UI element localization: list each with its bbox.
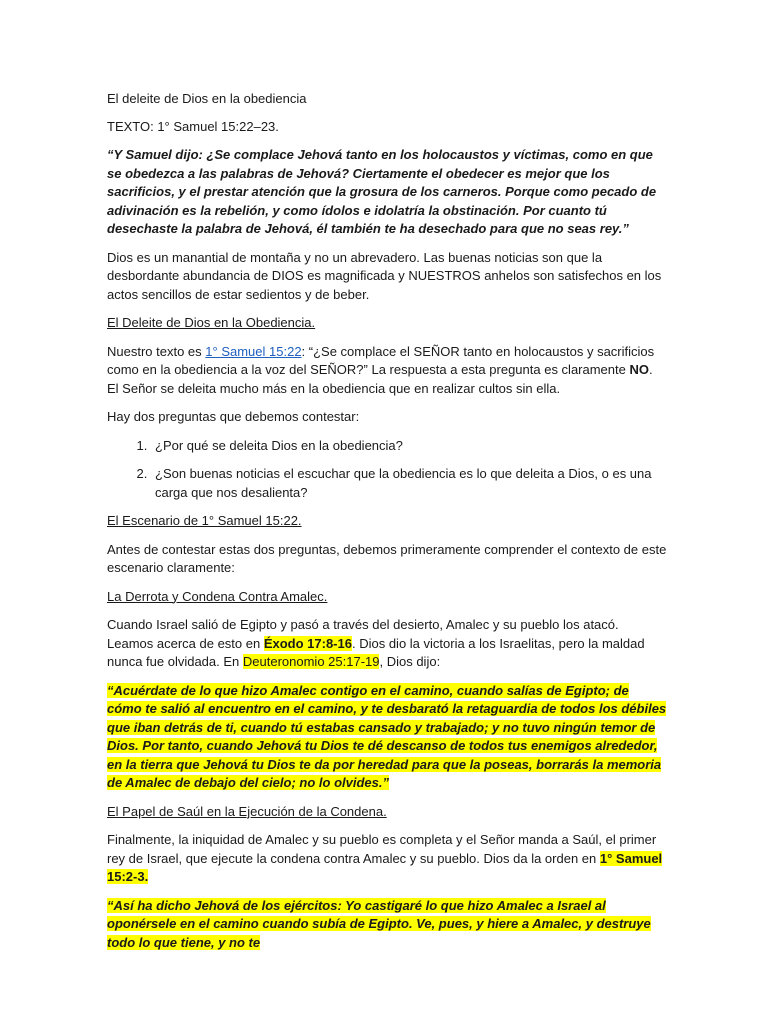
scripture-quote-samuel: “Y Samuel dijo: ¿Se complace Jehová tanto en los holocaustos y víctimas, como en que se obedezca a las palabras de Jehová? Ciertamente el obedecer es mejor que los sacrificios, y el prestar atención que la grosura de los carneros. Porque como pecado de adivinación es la rebelión, y como ídolos e idolatría la obstinación. Por cuanto tú desechaste la palabra de Jehová, él también te ha desechado para que no seas rey.” xyxy=(107,147,657,236)
list-item: 2. ¿Son buenas noticias el escuchar que la obediencia es lo que deleita a Dios, o es una carga que nos desalienta? xyxy=(151,465,667,502)
scripture-link[interactable]: 1° Samuel 15:22 xyxy=(205,343,302,359)
highlighted-quote: “Acuérdate de lo que hizo Amalec contigo en el camino, cuando salías de Egipto; de cómo te salió al encuentro en el camino, y te desbarató la retaguardia de todos los débiles que iban detrás de ti, cuando tú estabas cansado y trabajado; y no tuvo ningún temor de Dios. Por tanto, cuando Jehová tu Dios te dé descanso de todos tus enemigos alrededor, en la tierra que Jehová tu Dios te da por heredad para que la poseas, borrarás la memoria de Amalec de debajo del cielo; no lo olvides.” xyxy=(107,682,667,790)
context-paragraph: Antes de contestar estas dos preguntas, debemos primeramente comprender el contexto de este escenario claramente: xyxy=(107,541,667,575)
paragraph-text: . Dios dio la victoria a los Israelitas, pero la maldad nunca fue olvidada. En xyxy=(107,635,645,669)
text-paragraph xyxy=(107,343,667,399)
paragraph-text: Finalmente, la iniquidad de Amalec y su pueblo es completa y el Señor manda a Saúl, el primer rey de Israel, que ejecute la condena contra Amalec y su pueblo. Dios da la orden en xyxy=(107,832,657,866)
questions-list xyxy=(107,437,667,503)
highlighted-quote: “Así ha dicho Jehová de los ejércitos: Yo castigaré lo que hizo Amalec a Israel al oponérsele en el camino cuando subía de Egipto. Ve, pues, y hiere a Amalec, y destruye todo lo que tiene, y no te xyxy=(107,897,651,950)
paragraph-text: : “¿Se complace el SEÑOR tanto en holocaustos y sacrificios como en la obediencia a la voz del SEÑOR?” La respuesta a esta pregunta es claramente xyxy=(107,343,655,377)
document-title: El deleite de Dios en la obediencia xyxy=(107,91,307,106)
section-heading-escenario: El Escenario de 1° Samuel 15:22. xyxy=(107,513,302,528)
questions-intro: Hay dos preguntas que debemos contestar: xyxy=(107,409,360,424)
section-heading-saul: El Papel de Saúl en la Ejecución de la Condena. xyxy=(107,803,387,819)
highlighted-reference: 1° Samuel 15:2-3. xyxy=(107,850,663,884)
scripture-reference: TEXTO: 1° Samuel 15:22–23. xyxy=(107,118,279,134)
list-item: 1. ¿Por qué se deleita Dios en la obediencia? xyxy=(151,437,667,456)
amalec-paragraph xyxy=(107,616,667,672)
paragraph-text: Nuestro texto es xyxy=(107,343,206,359)
paragraph-text: . El Señor se deleita mucho más en la obediencia que en realizar cultos sin ella. xyxy=(107,362,653,396)
document-body xyxy=(107,90,667,962)
saul-paragraph xyxy=(107,831,667,887)
paragraph-text: Cuando Israel salió de Egipto y pasó a través del desierto, Amalec y su pueblo los atacó. Leamos acerca de esto en xyxy=(107,617,619,651)
intro-paragraph: Dios es un manantial de montaña y no un abrevadero. Las buenas noticias son que la desbordante abundancia de DIOS es magnificada y NUESTROS anhelos son satisfechos en los actos sencillos de estar sedientos y de beber. xyxy=(107,249,662,302)
answer-no: NO xyxy=(629,362,649,377)
highlighted-reference: Éxodo 17:8-16 xyxy=(263,635,352,651)
paragraph-text: , Dios dijo: xyxy=(379,654,441,669)
section-heading-deleite: El Deleite de Dios en la Obediencia. xyxy=(107,315,316,330)
section-heading-amalec: La Derrota y Condena Contra Amalec. xyxy=(107,588,328,604)
highlighted-reference: Deuteronomio 25:17-19 xyxy=(242,654,380,669)
scripture-quote-deuteronomio xyxy=(107,682,667,793)
scripture-quote-samuel-2 xyxy=(107,897,667,953)
